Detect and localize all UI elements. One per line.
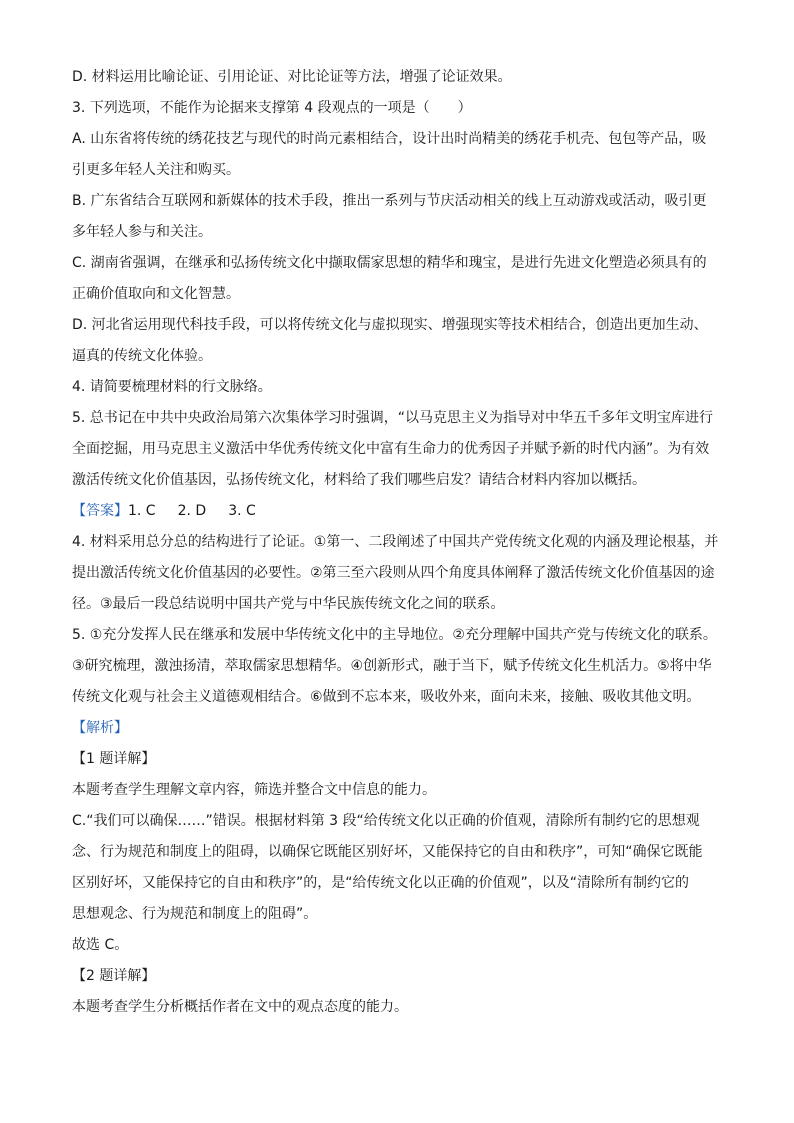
analysis-row (72, 713, 726, 744)
q1-detail-text: 本题考查学生理解文章内容，筛选并整合文中信息的能力。 (72, 782, 436, 798)
q3-stem: 3. 下列选项，不能作为论据来支撑第 4 段观点的一项是（ ） (72, 100, 472, 116)
answer-5-line3: 传统文化观与社会主义道德观相结合。⑥做到不忘本来，吸收外来，面向未来，接触、吸收其他文明。 (72, 689, 701, 705)
q3-option-b-line1: B. 广东省结合互联网和新媒体的技术手段，推出一系列与节庆活动相关的线上互动游戏或活动，吸引更 (72, 193, 707, 209)
q1-detail-line2: 念、行为规范和制度上的阻碍，以确保它既能区别好坏，又能保持它的自由和秩序”，可知“确保它既能 (72, 844, 703, 860)
answer-5-line1: 5. ①充分发挥人民在继承和发展中华传统文化中的主导地位。②充分理解中国共产党与传统文化的联系。 (72, 627, 717, 643)
q3-option-b-line2: 多年轻人参与和关注。 (72, 224, 212, 240)
answer-item-3: 3. C (228, 503, 256, 519)
answer-4-line2: 提出激活传统文化价值基因的必要性。②第三至六段则从四个角度具体阐释了激活传统文化价值基因的途 (72, 565, 715, 581)
answer-5-line2: ③研究梳理，激浊扬清，萃取儒家思想精华。④创新形式，融于当下，赋予传统文化生机活力。⑤将中华 (72, 658, 712, 674)
answer-item-2: 2. D (177, 503, 207, 519)
q3-option-c-line2: 正确价值取向和文化智慧。 (72, 286, 240, 302)
q3-option-d-line2: 逼真的传统文化体验。 (72, 348, 212, 364)
q3-option-a-line1: A. 山东省将传统的绣花技艺与现代的时尚元素相结合，设计出时尚精美的绣花手机壳、包包等产品，吸 (72, 131, 707, 147)
q5-stem-line1: 5. 总书记在中共中央政治局第六次集体学习时强调，“以马克思主义为指导对中华五千多年文明宝库进行 (72, 410, 714, 426)
answer-4-line1: 4. 材料采用总分总的结构进行了论证。①第一、二段阐述了中国共产党传统文化观的内涵及理论根基，并 (72, 534, 719, 550)
q2-option-d: D. 材料运用比喻论证、引用论证、对比论证等方法，增强了论证效果。 (72, 69, 512, 85)
q2-detail-title: 【2 题详解】 (72, 968, 156, 984)
answer-label: 【答案】 (72, 503, 128, 519)
q5-stem-line2: 全面挖掘，用马克思主义激活中华优秀传统文化中富有生命力的优秀因子并赋予新的时代内涵”。为有效 (72, 441, 710, 457)
document-page (72, 62, 726, 1023)
q1-detail-title: 【1 题详解】 (72, 751, 156, 767)
q2-detail-text: 本题考查学生分析概括作者在文中的观点态度的能力。 (72, 999, 408, 1015)
q1-detail-line3: 区别好坏，又能保持它的自由和秩序”的，是“给传统文化以正确的价值观”，以及“清除所有制约它的 (72, 875, 690, 891)
answer-item-1: 1. C (128, 503, 156, 519)
q5-stem-line3: 激活传统文化价值基因，弘扬传统文化，材料给了我们哪些启发？请结合材料内容加以概括。 (72, 472, 646, 488)
q3-option-a-line2: 引更多年轻人关注和购买。 (72, 162, 240, 178)
q1-detail-line4: 思想观念、行为规范和制度上的阻碍”。 (72, 906, 318, 922)
q3-option-d-line1: D. 河北省运用现代科技手段，可以将传统文化与虚拟现实、增强现实等技术相结合，创造出更加生动、 (72, 317, 708, 333)
q3-option-c-line1: C. 湖南省强调，在继承和弘扬传统文化中撷取儒家思想的精华和瑰宝，是进行先进文化塑造必须具有的 (72, 255, 707, 271)
analysis-label: 【解析】 (72, 720, 128, 736)
q1-detail-line1: C.“我们可以确保……”错误。根据材料第 3 段“给传统文化以正确的价值观，清除所有制约它的思想观 (72, 813, 700, 829)
answer-row (72, 496, 726, 527)
q4-stem: 4. 请简要梳理材料的行文脉络。 (72, 379, 272, 395)
q1-conclusion: 故选 C。 (72, 937, 129, 953)
answer-4-line3: 径。③最后一段总结说明中国共产党与中华民族传统文化之间的联系。 (72, 596, 505, 612)
